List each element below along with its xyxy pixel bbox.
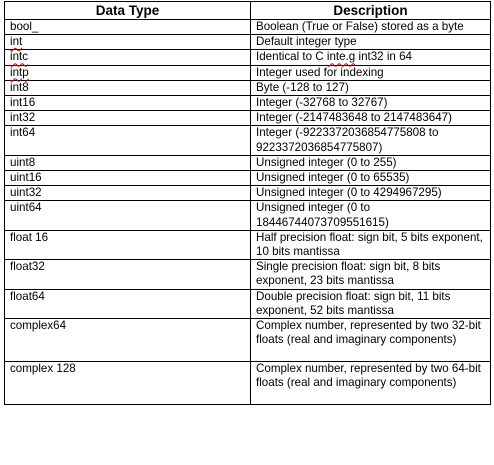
table-row xyxy=(5,362,491,405)
cell-type xyxy=(5,65,251,80)
description-part: Identical to C xyxy=(256,50,327,64)
cell-type xyxy=(5,35,251,50)
table-row xyxy=(5,171,491,186)
table-row xyxy=(5,20,491,35)
header-data-type: Data Type xyxy=(5,2,251,20)
cell-description: Unsigned integer (0 to 18446744073709551615) xyxy=(251,201,491,230)
cell-type: uint16 xyxy=(5,171,251,186)
cell-type: int32 xyxy=(5,111,251,126)
table-row xyxy=(5,260,491,289)
cell-type: uint64 xyxy=(5,201,251,230)
header-row xyxy=(5,2,491,20)
cell-description: Boolean (True or False) stored as a byte xyxy=(251,20,491,35)
cell-type: float 16 xyxy=(5,230,251,259)
cell-type: complex64 xyxy=(5,319,251,362)
cell-description: Integer (-32768 to 32767) xyxy=(251,96,491,111)
cell-description: Single precision float: sign bit, 8 bits exponent, 23 bits mantissa xyxy=(251,260,491,289)
cell-description: Unsigned integer (0 to 65535) xyxy=(251,171,491,186)
cell-type: uint32 xyxy=(5,186,251,201)
cell-type: int16 xyxy=(5,96,251,111)
cell-type: uint8 xyxy=(5,155,251,170)
cell-description: Integer (-2147483648 to 2147483647) xyxy=(251,111,491,126)
cell-description: Double precision float: sign bit, 11 bits exponent, 52 bits mantissa xyxy=(251,289,491,318)
cell-description: Complex number, represented by two 64-bit floats (real and imaginary components) xyxy=(251,362,491,405)
cell-description: Integer (-9223372036854775808 to 9223372036854775807) xyxy=(251,126,491,155)
cell-type-text: int xyxy=(10,35,23,49)
cell-type: int8 xyxy=(5,80,251,95)
cell-type xyxy=(5,50,251,65)
cell-description: Complex number, represented by two 32-bit floats (real and imaginary components) xyxy=(251,319,491,362)
cell-type: int64 xyxy=(5,126,251,155)
cell-description: Unsigned integer (0 to 4294967295) xyxy=(251,186,491,201)
cell-description: Unsigned integer (0 to 255) xyxy=(251,155,491,170)
data-type-table xyxy=(4,1,491,405)
cell-description: Default integer type xyxy=(251,35,491,50)
table-row xyxy=(5,230,491,259)
cell-type-text: intc xyxy=(10,50,29,64)
cell-description: Integer used for indexing xyxy=(251,65,491,80)
cell-description xyxy=(251,50,491,65)
table-row xyxy=(5,50,491,65)
cell-type: complex 128 xyxy=(5,362,251,405)
cell-description: Byte (-128 to 127) xyxy=(251,80,491,95)
table-row xyxy=(5,65,491,80)
table-row xyxy=(5,201,491,230)
table-row xyxy=(5,35,491,50)
description-part-flagged: inte.g xyxy=(326,50,356,64)
table-row xyxy=(5,111,491,126)
cell-type: bool_ xyxy=(5,20,251,35)
table-row xyxy=(5,126,491,155)
cell-type: float64 xyxy=(5,289,251,318)
table-row xyxy=(5,96,491,111)
table-row xyxy=(5,186,491,201)
header-description: Description xyxy=(251,2,491,20)
cell-type-text: intp xyxy=(10,65,29,79)
table-row xyxy=(5,155,491,170)
cell-type: float32 xyxy=(5,260,251,289)
description-part: int32 in 64 xyxy=(355,50,412,64)
table-row xyxy=(5,289,491,318)
table-row xyxy=(5,80,491,95)
table-row xyxy=(5,319,491,362)
cell-description: Half precision float: sign bit, 5 bits exponent, 10 bits mantissa xyxy=(251,230,491,259)
